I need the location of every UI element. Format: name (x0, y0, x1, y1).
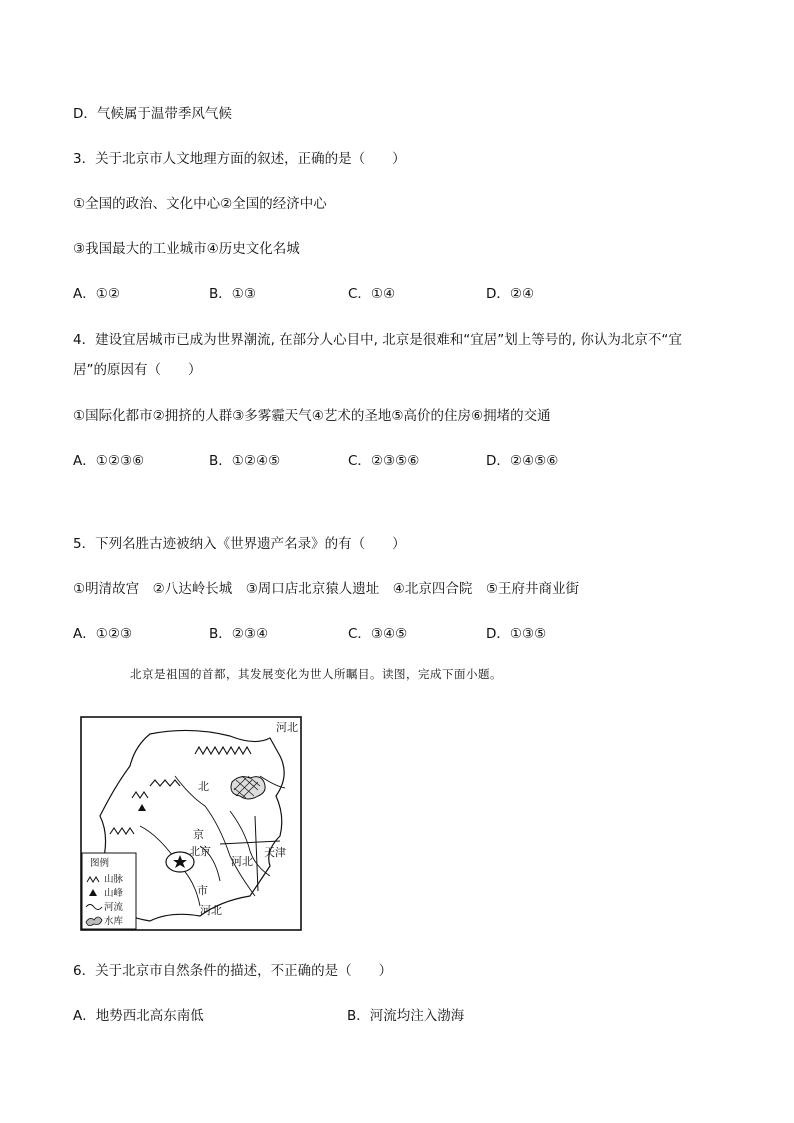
question-items: ③我国最大的工业城市④历史文化名城 (73, 241, 300, 257)
option-b: B．①③ (209, 286, 256, 302)
map-label: 河北 (200, 904, 222, 917)
option-a: A．①②③ (73, 626, 133, 642)
question-stem: 6．关于北京市自然条件的描述，不正确的是（ ） (73, 963, 393, 979)
map-label: 天津 (264, 846, 286, 859)
option-c: C．①④ (348, 286, 396, 302)
option-b: B．河流均注入渤海 (347, 1008, 465, 1024)
question-stem: 4．建设宜居城市已成为世界潮流, 在部分人心目中, 北京是很难和“宜居”划上等号的, 你认为北京不“宜 (73, 332, 682, 348)
question-items: ①全国的政治、文化中心②全国的经济中心 (73, 196, 327, 212)
question-items: ①明清故宫 ②八达岭长城 ③周口店北京猿人遗址 ④北京四合院 ⑤王府井商业街 (73, 581, 580, 597)
question-2-option-d: D．气候属于温带季风气候 (73, 106, 232, 122)
beijing-map (80, 716, 302, 931)
option-a: A．地势西北高东南低 (73, 1008, 204, 1024)
legend-item: 山脉 (104, 874, 124, 885)
reservoir-icon (231, 776, 265, 799)
question-stem: 5．下列名胜古迹被纳入《世界遗产名录》的有（ ） (73, 536, 406, 552)
material-note: 北京是祖国的首都，其发展变化为世人所瞩目。读图，完成下面小题。 (130, 667, 502, 681)
map-label: 河北 (231, 855, 253, 868)
map-legend (82, 853, 136, 929)
option-b: B．②③④ (209, 626, 269, 642)
question-stem: 3．关于北京市人文地理方面的叙述，正确的是（ ） (73, 151, 406, 167)
map-label: 市 (197, 884, 208, 897)
option-d: D．①③⑤ (486, 626, 547, 642)
question-stem: 居”的原因有（ ） (73, 362, 202, 378)
option-b: B．①②④⑤ (209, 453, 281, 469)
option-a: A．①②③⑥ (73, 453, 145, 469)
option-c: C．②③⑤⑥ (348, 453, 420, 469)
map-label: 京 (193, 828, 204, 841)
map-label: 北 (198, 780, 209, 793)
map-label: 河北 (276, 721, 298, 734)
option-c: C．③④⑤ (348, 626, 408, 642)
option-d: D．②④⑤⑥ (486, 453, 559, 469)
map-label: 北京 (189, 845, 211, 858)
legend-item: 水库 (104, 916, 124, 927)
legend-item: 山峰 (104, 888, 124, 899)
legend-title: 图例 (90, 858, 110, 869)
option-a: A．①② (73, 286, 120, 302)
question-items: ①国际化都市②拥挤的人群③多雾霾天气④艺术的圣地⑤高价的住房⑥拥堵的交通 (73, 408, 551, 424)
legend-item: 河流 (104, 902, 124, 913)
option-d: D．②④ (486, 286, 535, 302)
